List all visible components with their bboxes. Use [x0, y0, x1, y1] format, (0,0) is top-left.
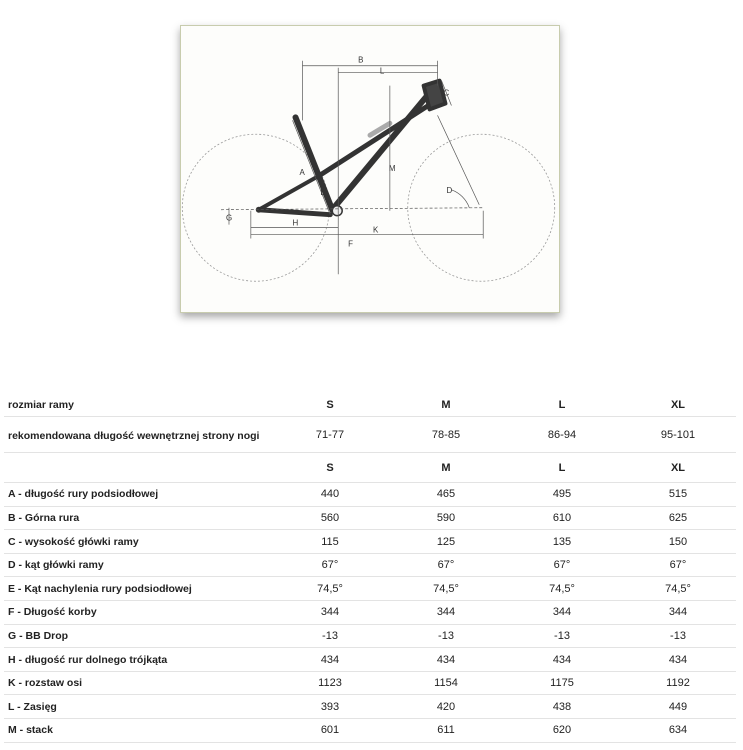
row-value: 1192: [620, 671, 736, 695]
row-value: 625: [620, 506, 736, 530]
label-e: E: [320, 187, 326, 197]
inseam-m: 78-85: [388, 417, 504, 453]
size-header-row: [4, 393, 736, 417]
label-l: L: [379, 66, 385, 76]
row-value: -13: [504, 624, 620, 648]
row-value: 634: [620, 719, 736, 743]
row-label: L - Zasięg: [4, 695, 272, 719]
row-label: H - długość rur dolnego trójkąta: [4, 648, 272, 672]
row-value: 344: [272, 601, 388, 625]
table-row: [4, 624, 736, 648]
table-row: [4, 577, 736, 601]
size-l: L: [504, 393, 620, 417]
row-value: 344: [388, 601, 504, 625]
inseam-s: 71-77: [272, 417, 388, 453]
size-m-repeat: M: [388, 453, 504, 483]
row-value: 67°: [272, 553, 388, 577]
row-value: -13: [388, 624, 504, 648]
table-row: [4, 695, 736, 719]
inseam-row: [4, 417, 736, 453]
row-value: 449: [620, 695, 736, 719]
row-value: 438: [504, 695, 620, 719]
row-value: 344: [620, 601, 736, 625]
row-value: 344: [504, 601, 620, 625]
row-value: 135: [504, 530, 620, 554]
row-label: M - stack: [4, 719, 272, 743]
row-value: -13: [620, 624, 736, 648]
geometry-diagram: [180, 25, 560, 313]
inseam-l: 86-94: [504, 417, 620, 453]
row-value: 434: [620, 648, 736, 672]
row-label: D - kąt główki ramy: [4, 553, 272, 577]
row-value: 434: [388, 648, 504, 672]
table-row: [4, 648, 736, 672]
row-value: 420: [388, 695, 504, 719]
row-label: E - Kąt nachylenia rury podsiodłowej: [4, 577, 272, 601]
row-label: G - BB Drop: [4, 624, 272, 648]
frame: [259, 81, 446, 215]
row-label: K - rozstaw osi: [4, 671, 272, 695]
size-xl: XL: [620, 393, 736, 417]
row-value: 601: [272, 719, 388, 743]
table-row: [4, 506, 736, 530]
row-value: 393: [272, 695, 388, 719]
row-value: 74,5°: [272, 577, 388, 601]
measurement-rows: [4, 483, 736, 743]
row-value: 465: [388, 483, 504, 507]
row-value: 74,5°: [388, 577, 504, 601]
row-value: 1175: [504, 671, 620, 695]
frame-size-label: rozmiar ramy: [4, 393, 272, 417]
row-value: 611: [388, 719, 504, 743]
label-f: F: [348, 239, 354, 249]
row-value: 620: [504, 719, 620, 743]
size-xl-repeat: XL: [620, 453, 736, 483]
bike-frame-drawing: [181, 26, 559, 312]
bottom-bracket: [332, 206, 342, 216]
table-row: [4, 530, 736, 554]
table-row: [4, 601, 736, 625]
row-label: B - Górna rura: [4, 506, 272, 530]
label-c: C: [443, 88, 450, 98]
row-value: 495: [504, 483, 620, 507]
table-row: [4, 671, 736, 695]
row-value: 1154: [388, 671, 504, 695]
row-value: 1123: [272, 671, 388, 695]
row-value: 560: [272, 506, 388, 530]
blank-cell: [4, 453, 272, 483]
row-value: 150: [620, 530, 736, 554]
row-label: A - długość rury podsiodłowej: [4, 483, 272, 507]
label-d: D: [446, 185, 453, 195]
geometry-table: [4, 393, 736, 743]
size-header-row-repeat: [4, 453, 736, 483]
row-value: -13: [272, 624, 388, 648]
label-a: A: [299, 167, 305, 177]
inseam-label: rekomendowana długość wewnętrznej strony nogi: [4, 417, 272, 453]
row-value: 610: [504, 506, 620, 530]
row-value: 74,5°: [504, 577, 620, 601]
row-value: 67°: [620, 553, 736, 577]
row-value: 440: [272, 483, 388, 507]
row-value: 515: [620, 483, 736, 507]
row-value: 434: [272, 648, 388, 672]
label-g: G: [226, 213, 233, 223]
row-label: F - Długość korby: [4, 601, 272, 625]
inseam-xl: 95-101: [620, 417, 736, 453]
size-s: S: [272, 393, 388, 417]
label-b: B: [358, 55, 364, 65]
table-row: [4, 553, 736, 577]
table-row: [4, 719, 736, 743]
row-value: 434: [504, 648, 620, 672]
row-value: 115: [272, 530, 388, 554]
label-m: M: [388, 163, 396, 173]
label-k: K: [372, 225, 379, 235]
row-value: 67°: [388, 553, 504, 577]
size-m: M: [388, 393, 504, 417]
row-value: 125: [388, 530, 504, 554]
row-label: C - wysokość główki ramy: [4, 530, 272, 554]
size-s-repeat: S: [272, 453, 388, 483]
row-value: 74,5°: [620, 577, 736, 601]
row-value: 590: [388, 506, 504, 530]
table-row: [4, 483, 736, 507]
row-value: 67°: [504, 553, 620, 577]
label-h: H: [292, 218, 299, 228]
size-l-repeat: L: [504, 453, 620, 483]
